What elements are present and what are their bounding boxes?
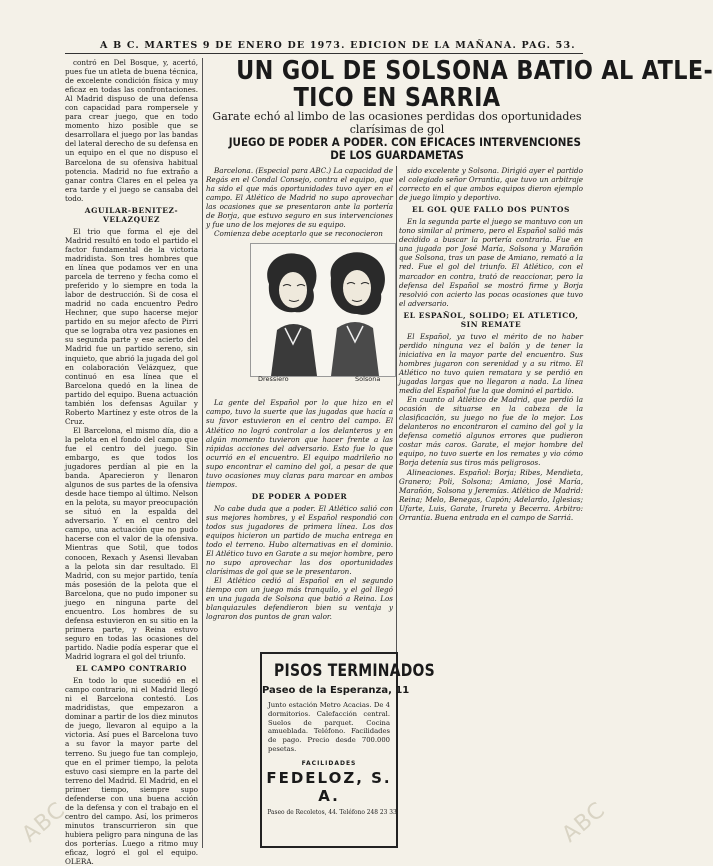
abc-watermark-left: ABC: [17, 797, 71, 848]
ad-street: Paseo de la Esperanza, 11: [262, 685, 410, 696]
left-paragraph-3: El Barcelona, el mismo día, dio a la pelota en el fondo del campo que fue el centro del juego. Sin embargo, es que todos los jugadores perdían al pie en la banda. Aparecieron y llenaron algunos de sus partes de la ofensiva desde hace tiempo al último. Nelson en la pelota, su mayor preocupación se situó en la espalda del adversario. Y en el centro del campo, una actuación que no pudo hacerse con el valor de la ofensiva. Mientras que Sotil, que todos conocen, Rexach y Asensi llevaban a la pelota sin dar resultado. El Madrid, con su mejor partido, tenía más posesión de la pelota que el Barcelona, que no pudo imponer su juego en ninguna parte del encuentro. Los hombres de su defensa estuvieron en su sitio en la primera parte, y Reina estuvo seguro en todas las ocasiones del partido. Nadie podía esperar que el Madrid lograra el gol del triunfo.: [65, 425, 198, 662]
left-paragraph-4: En todo lo que sucedió en el campo contrario, ni el Madrid llegó ni el Barcelona contestó. Los madridistas, que empezaron a dominar a partir de los diez minutos de juego, llevaron al equipo a la victoria. Así pues el Barcelona tuvo a su favor la mayor parte del terreno. Su juego fue tan complejo, que en el primer tiempo, la pelota estuvo casi siempre en la parte del terreno del Madrid. El Madrid, en el primer tiempo, siempre supo defenderse con una buena acción de la defensa y con el trabajo en el centro del campo. Así, los primeros minutos transcurrieron sin que hubiera peligro para ninguna de las dos porterías. Luego a ritmo muy eficaz, logró el gol el equipo. OLERA.: [65, 676, 198, 866]
ad-company: FEDELOZ, S. A.: [266, 768, 392, 805]
column-rule-left: [202, 58, 203, 848]
right-paragraph-4: En cuanto al Atlético de Madrid, que perdió la ocasión de situarse en la cabeza de la clasificación, su juego no fue de lo mejor. Los delanteros no encontraron el camino del gol y la defensa cometió algunos errores que pudieron costar más caros. Garate, el mejor hombre del equipo, no tuvo suerte en los remates y vio cómo Borja detenía sus tiros más peligrosos.: [399, 395, 583, 468]
headline-line-1: UN GOL DE SOLSONA BATIO AL ATLE-: [236, 56, 713, 86]
main-headline: [236, 56, 713, 113]
left-subhead-2: EL CAMPO CONTRARIO: [75, 664, 188, 674]
photo-caption-left: Dressiero: [258, 375, 289, 383]
running-head: A B C. MARTES 9 DE ENERO DE 1973. EDICION DE LA MAÑANA. PAG. 53.: [100, 40, 576, 51]
players-photo: [250, 243, 396, 377]
right-column: [399, 166, 583, 848]
middle-paragraph-3: La gente del Español por lo que hizo en el campo, tuvo la suerte que las jugadas que hacía a su favor estuvieron en el centro del campo. El Atlético no logró controlar a los delanteros y en algún momento tuvieron que hacer frente a las rápidas acciones del adversario. Esto fue lo que ocurrió en el encuentro. El equipo madrileño no supo encontrar el camino del gol, a pesar de que tuvo ocasiones muy claras para marcar en ambos tiempos.: [206, 398, 393, 489]
headline-line-2: TICO EN SARRIA: [293, 83, 501, 113]
right-paragraph-2: En la segunda parte el juego se mantuvo con un tono similar al primero, pero el Español salió más decidido a buscar la portería contraria. Fue en una jugada por José María, Solsona y Marañón que Solsona, tras un pase de Amiano, remató a la red. Fue el gol del triunfo. El Atlético, con el marcador en contra, trató de reaccionar, pero la defensa del Español se mostró firme y Borja resolvió con acierto las pocas ocasiones que tuvo el adversario.: [399, 217, 583, 308]
players-illustration: [251, 244, 395, 376]
right-subhead-1: EL GOL QUE FALLO DOS PUNTOS: [412, 205, 570, 215]
left-column: [65, 58, 198, 866]
photo-caption-right: Solsona: [355, 375, 381, 383]
middle-paragraph-4: No cabe duda que a poder. El Atlético salió con sus mejores hombres, y el Español respondió con todos sus jugadores de primera línea. Los dos equipos hicieron un partido de mucha entrega en todo el terreno. Hubo alternativas en el dominio. El Atlético tuvo en Garate a su mejor hombre, pero no supo aprovechar las dos oportunidades clarísimas de gol que se le presentaron.: [206, 503, 393, 577]
left-subhead-1: AGUILAR-BENITEZ-VELAZQUEZ: [84, 205, 179, 224]
abc-watermark-right: ABC: [557, 797, 611, 848]
deck-bold-line-1: JUEGO DE PODER A PODER. CON EFICACES INTERVENCIONES: [228, 135, 581, 149]
left-paragraph-1: contró en Del Bosque, y, acertó, pues fue un atleta de buena técnica, de excelente condición física y muy eficaz en todas las confrontaciones. Al Madrid dispuso de una defensa con capacidad para rompersele y para crear juego, que en todo momento hizo posible que se desarrollara el juego por las bandas del lateral derecho de su defensa en un equipo en el que no dispuso el Barcelona de su ofensiva habitual potencia. Madrid no fue extraño a ganar contra Clares en el pelea ya era tarde y el juego se cansaba del todo.: [65, 58, 198, 203]
right-paragraph-1: sido excelente y Solsona. Dirigió ayer el partido el colegiado señor Orrantia, que tuvo un arbitraje correcto en el que ambos equipos dieron ejemplo de juego limpio y deportivo.: [399, 166, 583, 203]
ad-title: PISOS TERMINADOS: [274, 661, 435, 681]
top-rule: [65, 53, 583, 54]
right-paragraph-3: El Español, ya tuvo el mérito de no haber perdido ninguna vez el balón y de tener la iniciativa en la mayor parte del encuentro. Sus hombres jugaron con serenidad y a su ritmo. El Atlético no tuvo quien rematara y se perdió en jugadas largas que no llegaron a nada. La línea media del Español fue la que dominó el partido.: [399, 331, 583, 396]
left-paragraph-2: El trio que forma el eje del Madrid resultó en todo el partido el factor fundamental de la victoria madridista. Son tres hombres que en línea que podamos ver en una parcela de terreno y fecha como el preferido y lo siempre en toda la labor de destrucción. Si de cosa el madrid no cada encuentro Pedro Hechner, que supo hacerse mejor partido en su mejor afecto de Pirri que se lograba otra vez pasiones en su segunda parte y ese acierto del Madrid fue un partido sereno, sin inquieto, que abrió la jugada del gol en colaboración Velázquez, que continuó en esa línea que el Barcelona quedó en la linea de partido del equipo. Buena actuación también los defensas Aguilar y Roberto Martínez y este otros de la Cruz.: [65, 226, 198, 426]
middle-paragraph-2: Comienza debe aceptarlo que se reconocieron: [214, 229, 383, 239]
right-paragraph-5: Alineaciones. Español: Borja; Ribes, Mendieta, Granero; Poli, Solsona; Amiano, José María, Marañón, Solsona y Jeremías. Atlético de Madrid: Reina; Melo, Benegas, Capón; Adelardo, Iglesias; Ufarte, Luis, Garate, Irureta y Becerra. Arbitro: Orrantia. Buena entrada en el campo de Sarriá.: [399, 467, 583, 522]
deck-bold-subhead: [228, 135, 581, 162]
middle-paragraph-1: Barcelona. (Especial para ABC.) La capacidad de Regás en el Condal Consejo, contra el equipo, que ha sido el que más oportunidades tuvo ayer en el campo. El Atlético de Madrid no supo aprovechar las ocasiones que se presentaron ante la portería de Borja, que estuvo seguro en sus intervenciones y fue uno de los mejores de su equipo.: [206, 166, 393, 230]
ad-address: Paseo de Recoletos, 44. Teléfono 248 23 33: [267, 807, 397, 816]
ad-label: FACILIDADES: [301, 759, 357, 767]
ad-body: Junto estación Metro Acacias. De 4 dormitorios. Calefacción central. Suelos de parquet. Cocina amueblada. Teléfono. Facilidades de pago. Precio desde 700.000 pesetas.: [268, 701, 390, 753]
right-subhead-2: EL ESPAÑOL, SOLIDO; EL ATLETICO, SIN REMATE: [403, 310, 579, 329]
deck-subhead: Garate echó al limbo de las ocasiones perdidas dos oportunidades clarísimas de gol: [212, 110, 582, 136]
middle-paragraph-5: El Atlético cedió al Español en el segundo tiempo con un juego más tranquilo, y el gol llegó en una jugada de Solsona que batió a Reina. Los blanquiazules defendieron bien su ventaja y lograron dos puntos de gran valor.: [206, 576, 393, 622]
middle-column: [206, 166, 393, 636]
deck-bold-line-2: DE LOS GUARDAMETAS: [330, 147, 464, 162]
middle-subhead-1: DE PODER A PODER: [251, 491, 348, 501]
real-estate-ad: [260, 652, 435, 848]
